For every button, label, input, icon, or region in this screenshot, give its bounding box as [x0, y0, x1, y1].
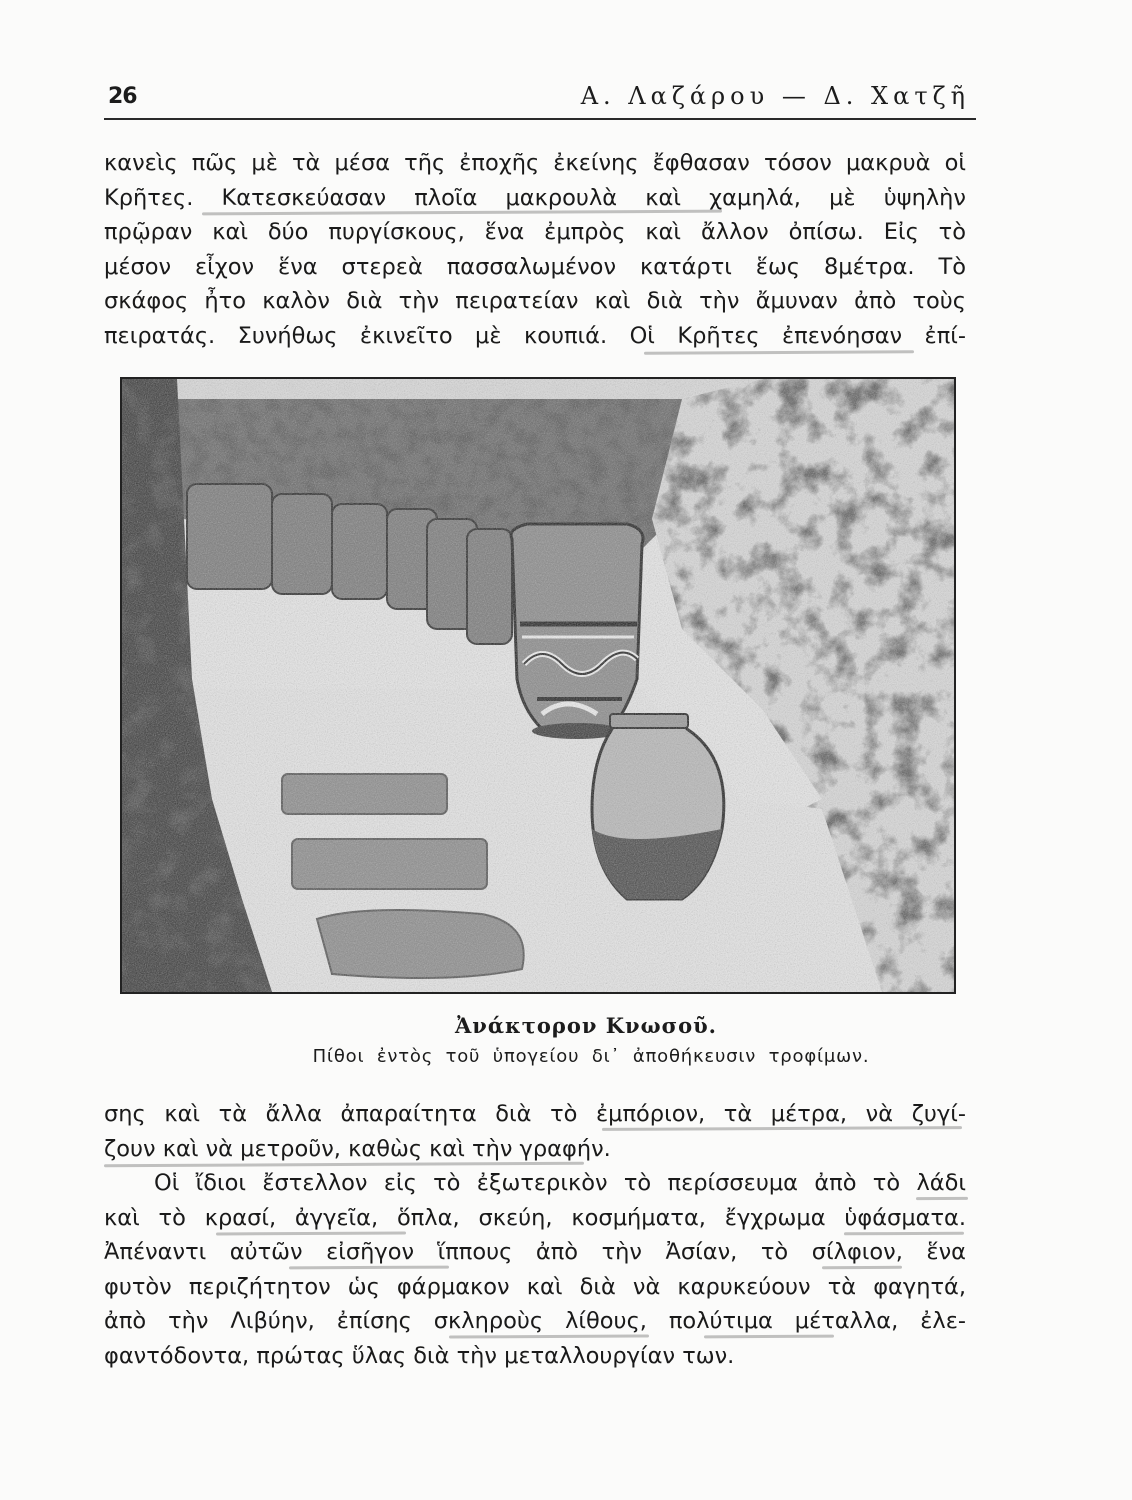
text-line: φυτὸν περιζήτητον ὡς φάρμακον καὶ διὰ νὰ καρυκεύουν τὰ φαγητά, — [104, 1273, 966, 1300]
text-line-content: σης καὶ τὰ ἄλλα ἀπαραίτητα διὰ τὸ ἐμπόριον, τὰ μέτρα, νὰ ζυγί- — [104, 1101, 966, 1127]
text-line: σκάφος ἦτο καλὸν διὰ τὴν πειρατείαν καὶ διὰ τὴν ἄμυναν ἀπὸ τοὺς — [104, 288, 966, 314]
text-line — [104, 181, 966, 216]
photo-illustration — [122, 379, 954, 992]
text-line — [104, 1201, 966, 1236]
text-line — [104, 1304, 966, 1339]
text-line — [104, 1235, 966, 1270]
text-line-content: καὶ τὸ κρασί, ἀγγεῖα, ὅπλα, σκεύη, κοσμήματα, ἔγχρωμα ὑφάσματα. — [104, 1204, 966, 1231]
pencil-underline — [602, 1126, 962, 1131]
photograph-knossos-pithoi — [120, 377, 956, 994]
figure-caption-title — [0, 1013, 1132, 1038]
text-line — [104, 1166, 966, 1201]
top-paragraph — [104, 146, 966, 353]
text-line-content: Οἱ ἴδιοι ἔστελλον εἰς τὸ ἐξωτερικὸν τὸ περίσσευμα ἀπὸ τὸ λάδι — [154, 1170, 966, 1196]
caption-title-text: Ἀνάκτορον Κνωσοῦ. — [455, 1013, 717, 1038]
text-line-content: Ἀπέναντι αὐτῶν εἰσῆγον ἵππους ἀπὸ τὴν Ἀσίαν, τὸ σίλφιον, ἕνα — [104, 1239, 966, 1265]
text-line — [104, 1132, 966, 1167]
pencil-underline — [644, 350, 914, 354]
caption-subtitle-text: Πίθοι ἐντὸς τοῦ ὑπογείου δι᾽ ἀποθήκευσιν τροφίμων. — [312, 1046, 870, 1067]
text-line: φαντόδοντα, πρώτας ὕλας διὰ τὴν μεταλλουργίαν των. — [104, 1342, 735, 1369]
figure-caption-subtitle — [0, 1046, 1132, 1067]
bottom-paragraphs — [104, 1097, 966, 1373]
text-line-content: ἀπὸ τὴν Λιβύην, ἐπίσης σκληροὺς λίθους, πολύτιμα μέταλλα, ἐλε- — [104, 1308, 966, 1334]
text-line — [104, 319, 966, 354]
text-line: κανεὶς πῶς μὲ τὰ μέσα τῆς ἐποχῆς ἐκείνης ἔφθασαν τόσον μακρυὰ οἱ — [104, 150, 966, 176]
running-header — [104, 82, 976, 120]
page-number: 26 — [108, 84, 137, 109]
text-line-content: πειρατάς. Συνήθως ἐκινεῖτο μὲ κουπιά. Οἱ Κρῆτες ἐπενόησαν ἐπί- — [104, 322, 966, 349]
text-line: πρῷραν καὶ δύο πυργίσκους, ἕνα ἐμπρὸς καὶ ἄλλον ὀπίσω. Εἰς τὸ — [104, 219, 966, 245]
text-line-content: ζουν καὶ νὰ μετροῦν, καθὼς καὶ τὴν γραφήν. — [104, 1135, 611, 1162]
running-head-authors: Α. Λαζάρου — Δ. Χατζῆ — [580, 82, 970, 110]
text-line — [104, 1097, 966, 1132]
text-line: μέσον εἶχον ἕνα στερεὰ πασσαλωμένον κατάρτι ἕως 8μέτρα. Τὸ — [104, 253, 966, 280]
text-line-content: Κρῆτες. Κατεσκεύασαν πλοῖα μακρουλὰ καὶ χαμηλά, μὲ ὑψηλὴν — [104, 184, 966, 211]
